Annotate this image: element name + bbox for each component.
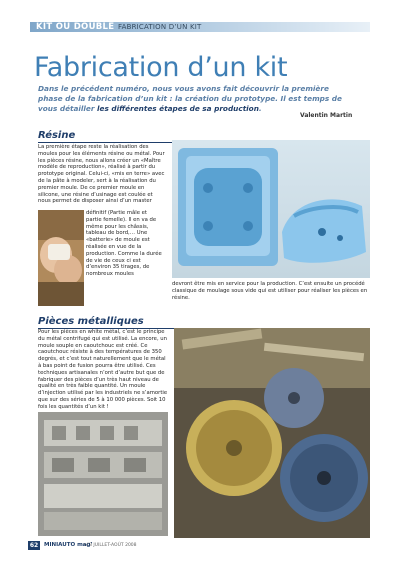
resine-text-bottom: devront être mis en service pour la production. C’est ensuite un procédé classique de moulage sous vide qui est utiliser pour réaliser les pièces en résine. [172, 281, 368, 301]
magazine-name: MINIAUTO mag’ [44, 542, 93, 548]
page-title: Fabrication d’un kit [34, 52, 288, 83]
intro-emphasis: les différentes étapes de sa production [97, 103, 259, 113]
page-number: 62 [29, 542, 39, 549]
resine-heading: Résine [38, 130, 370, 143]
intro-text: Dans le précédent numéro, nous vous avons fait découvrir la première phase de la fabrication d’un kit : la création du prototype. Il est temps de vous détailler [38, 84, 342, 113]
blue-molds-photo [172, 140, 370, 278]
intro-end: . [258, 103, 262, 113]
metal-parts-photo [38, 412, 168, 536]
section-subtitle: FABRICATION D’UN KIT [118, 23, 202, 31]
hands-resin-photo [38, 210, 84, 306]
resine-text-column: définitif (Partie mâle et partie femelle). Il en va de même pour les châssis, tableau de bord,… Une «batterie» de moule est réalisée en vue de la production. Comme la durée de vie de ceux ci est d’environ 35 tirages, de nombreux moules [86, 210, 162, 278]
intro-paragraph [38, 84, 348, 113]
metal-text: Pour les pièces en white métal, c’est le principe du métal centrifugé qui est utilisé. La encore, un moule souple en caoutchouc est créé. Ce caoutchouc résiste à des températures de 350 degrés, et c’est tout naturellement que le métal à bas point de fusion pourra être utilisé. Ces techniques artisanales n’ont d’autre but que de fabriquer des pièces d’un très haut niveau de qualité en très faible quantité. Un moule d’injection utilisé par les industriels ne s’amortie que sur des séries de 5 à 10 000 pièces. Soit 10 fois les quantités d’un kit ! [38, 329, 168, 410]
metal-heading: Pièces métalliques [38, 316, 370, 329]
resine-text-top: La première étape reste la réalisation des moules pour les éléments résine ou métal. Pour les pièces résine, nous allons créer un «Maître modèle de reproduction», réalisé à partir du prototype original. Celui-ci, «mis en terre» avec de la pâte à modeler, sert à la réalisation du premier moule. De ce premier moule en silicone, une résine d’usinage est coulée et nous permet de disposer ainsi d’un master [38, 144, 165, 205]
section-kicker: KIT OU DOUBLE [36, 22, 115, 32]
metal-molds-photo [174, 328, 370, 538]
author-name: Valentin Martin [300, 112, 353, 119]
issue-info: n°3 JUILLET-AOÛT 2008 [84, 543, 137, 548]
